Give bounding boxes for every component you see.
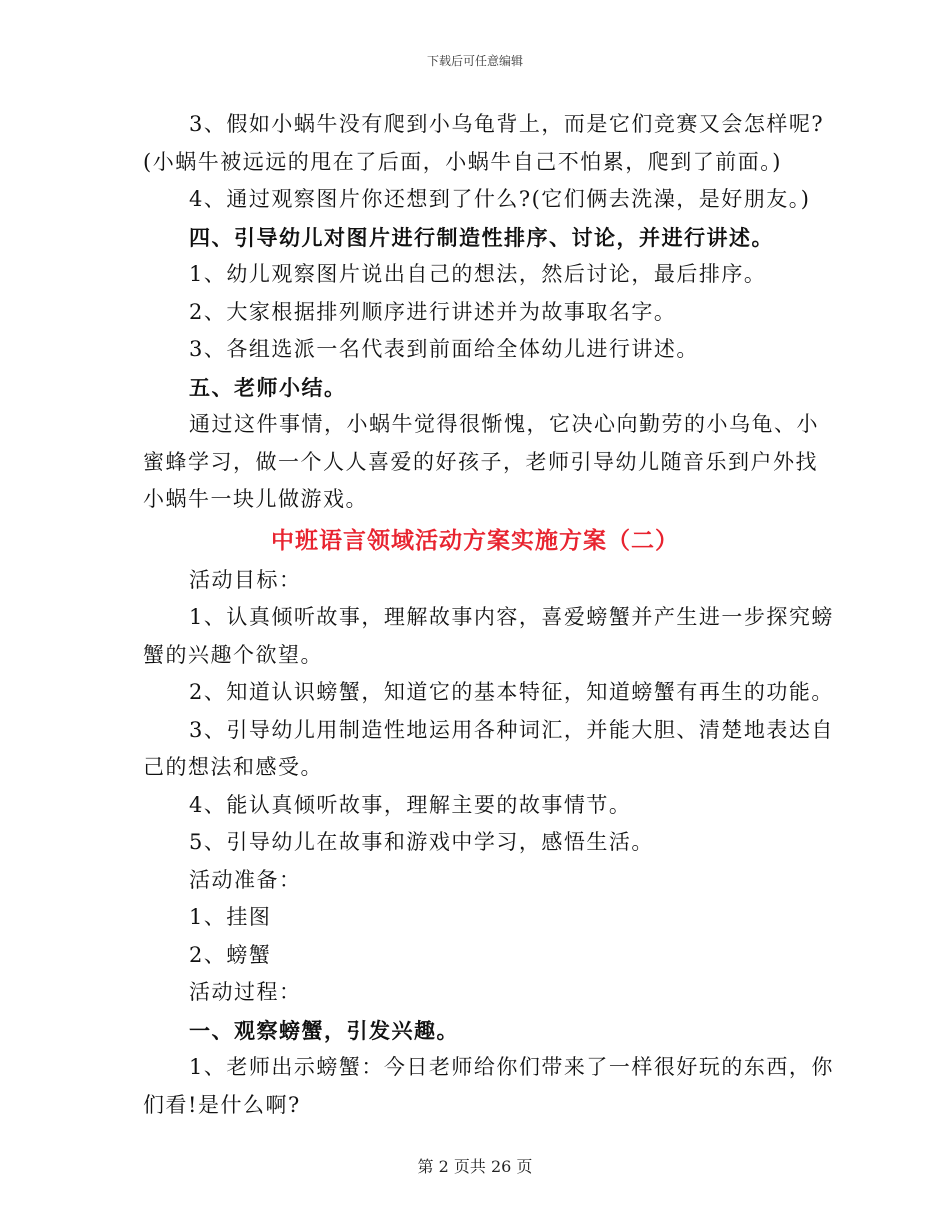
paragraph-line: 活动目标： xyxy=(189,567,302,592)
paragraph-line: 们看!是什么啊? xyxy=(143,1092,301,1117)
paragraph-line: 3、假如小蜗牛没有爬到小乌龟背上，而是它们竞赛又会怎样呢? xyxy=(189,112,825,136)
page-footer: 第 2 页共 26 页 xyxy=(417,1157,533,1176)
paragraph-line: 通过这件事情，小蜗牛觉得很惭愧，它决心向勤劳的小乌龟、小 xyxy=(189,412,819,436)
paragraph-line: 活动过程： xyxy=(189,980,302,1004)
paragraph-line: 小蜗牛一块儿做游戏。 xyxy=(143,487,368,511)
paragraph-line: 1、认真倾听故事，理解故事内容，喜爱螃蟹并产生进一步探究螃 xyxy=(189,605,834,629)
document-title: 中班语言领域活动方案实施方案（二） xyxy=(271,526,679,554)
paragraph-line: 1、幼儿观察图片说出自己的想法，然后讨论，最后排序。 xyxy=(189,262,767,286)
paragraph-line: 4、通过观察图片你还想到了什么?(它们俩去洗澡，是好朋友。) xyxy=(189,187,811,211)
paragraph-line: 3、各组选派一名代表到前面给全体幼儿进行讲述。 xyxy=(189,337,699,361)
paragraph-line: 5、引导幼儿在故事和游戏中学习，感悟生活。 xyxy=(189,830,654,854)
paragraph-line: 蟹的兴趣个欲望。 xyxy=(143,642,323,667)
paragraph-line: 4、能认真倾听故事，理解主要的故事情节。 xyxy=(189,792,632,817)
paragraph-line: 1、老师出示螃蟹：今日老师给你们带来了一样很好玩的东西，你 xyxy=(189,1055,834,1079)
section-heading: 五、老师小结。 xyxy=(189,374,347,400)
paragraph-line: 活动准备： xyxy=(189,867,302,892)
paragraph-line: 1、挂图 xyxy=(189,905,272,929)
paragraph-line: 2、大家根据排列顺序进行讲述并为故事取名字。 xyxy=(189,299,677,324)
paragraph-line: (小蜗牛被远远的甩在了后面，小蜗牛自己不怕累，爬到了前面。) xyxy=(143,149,782,174)
paragraph-line: 3、引导幼儿用制造性地运用各种词汇，并能大胆、清楚地表达自 xyxy=(189,717,834,742)
section-heading: 四、引导幼儿对图片进行制造性排序、讨论，并进行讲述。 xyxy=(189,224,774,250)
page-header: 下载后可任意编辑 xyxy=(426,54,523,68)
paragraph-line: 己的想法和感受。 xyxy=(143,755,323,779)
paragraph-line: 2、知道认识螃蟹，知道它的基本特征，知道螃蟹有再生的功能。 xyxy=(189,680,834,704)
document-body xyxy=(143,106,834,1124)
paragraph-line: 2、螃蟹 xyxy=(189,942,272,967)
section-heading: 一、观察螃蟹，引发兴趣。 xyxy=(189,1017,459,1043)
paragraph-line: 蜜蜂学习，做一个人人喜爱的好孩子，老师引导幼儿随音乐到户外找 xyxy=(143,449,818,474)
